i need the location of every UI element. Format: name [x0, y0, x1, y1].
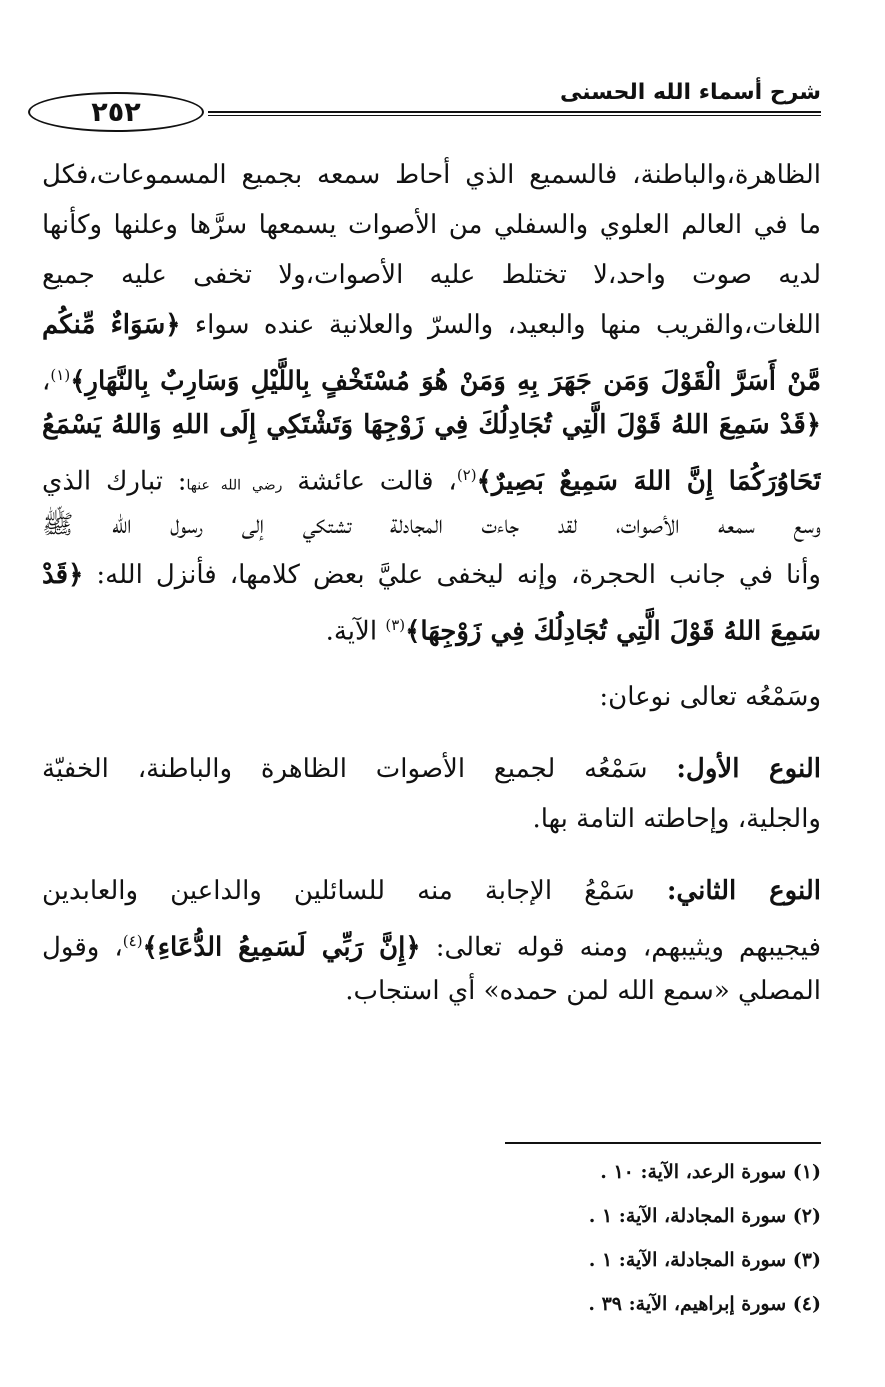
paragraph-line	[42, 350, 821, 400]
paragraph-line	[42, 400, 821, 450]
text-segment: ، وقول	[42, 932, 123, 963]
page-header	[28, 80, 821, 140]
paragraph-line: لديه صوت واحد،لا تختلط عليه الأصوات،ولا تخفى عليه جميع	[42, 260, 821, 290]
paragraph-line	[42, 744, 821, 794]
footnote-rule	[505, 1142, 821, 1144]
section-label: النوع الأول:	[676, 754, 821, 784]
text-segment: سَمْعُ الإجابة منه للسائلين والداعين والعابدين	[42, 876, 667, 906]
paragraph-line	[42, 866, 821, 916]
footnotes	[42, 1150, 821, 1326]
text-segment: : تبارك الذي	[42, 466, 187, 497]
text-segment: الآية.	[325, 616, 386, 647]
running-title: شرح أسماء الله الحسنى	[560, 80, 821, 105]
footnote-ref: (٤)	[122, 932, 143, 950]
quran-verse: ﴿إِنَّ رَبِّي لَسَمِيعُ الدُّعَاءِ﴾	[142, 932, 421, 963]
paragraph-line: ما في العالم العلوي والسفلي من الأصوات يسمعها سرَّها وعلنها وكأنها	[42, 210, 821, 240]
paragraph-line: المصلي «سمع الله لمن حمده» أي استجاب.	[345, 976, 821, 1006]
quran-verse: مَّنْ أَسَرَّ الْقَوْلَ وَمَن جَهَرَ بِهِ وَمَنْ هُوَ مُسْتَخْفٍ بِاللَّيْلِ وَسَارِبٌ بِالنَّهَارِ﴾	[70, 366, 821, 397]
section-label: النوع الثاني:	[666, 876, 821, 906]
quran-verse: سَمِعَ اللهُ قَوْلَ الَّتِي تُجَادِلُكَ فِي زَوْجِهَا﴾	[405, 616, 821, 647]
main-text	[42, 150, 821, 1016]
text-segment: ، قالت عائشة	[297, 466, 457, 497]
text-segment: سَمْعُه لجميع الأصوات الظاهرة والباطنة، الخفيّة	[42, 754, 677, 784]
quran-verse: ﴿قَدْ	[42, 560, 84, 590]
paragraph-line	[42, 600, 821, 650]
footnote: (١) سورة الرعد، الآية: ١٠ .	[600, 1161, 821, 1183]
footnote: (٣) سورة المجادلة، الآية: ١ .	[588, 1249, 821, 1271]
footnote-ref: (١)	[50, 366, 71, 384]
page-number: ٢٥٢	[28, 92, 204, 132]
quran-verse: ﴿سَوَاءٌ مِّنكُم	[42, 310, 181, 340]
quran-verse: تَحَاوُرَكُمَا إِنَّ اللهَ سَمِيعٌ بَصِيرٌ﴾	[476, 466, 821, 497]
paragraph-line	[42, 916, 821, 966]
paragraph-line: وسع سمعه الأصوات، لقد جاءت المجادلة تشتكي إلى رسول الله ﷺ	[42, 510, 821, 540]
paragraph-line: والجلية، وإحاطته التامة بها.	[532, 804, 821, 834]
footnote-ref: (٢)	[456, 466, 477, 484]
paragraph-line	[42, 550, 821, 600]
header-rule	[208, 111, 821, 116]
text-segment: اللغات،والقريب منها والبعيد، والسرّ والعلانية عنده سواء	[194, 310, 821, 340]
footnote: (٤) سورة إبراهيم، الآية: ٣٩ .	[588, 1293, 821, 1315]
text-segment: وأنا في جانب الحجرة، وإنه ليخفى عليَّ بعض كلامها، فأنزل الله:	[96, 560, 821, 590]
paragraph-line	[42, 300, 821, 350]
paragraph-line: وسَمْعُه تعالى نوعان:	[599, 682, 821, 712]
footnote-ref: (٣)	[385, 616, 406, 634]
footnote: (٢) سورة المجادلة، الآية: ١ .	[588, 1205, 821, 1227]
text-segment: ،	[42, 366, 51, 397]
text-segment: فيجيبهم ويثيبهم، ومنه قوله تعالى:	[435, 932, 821, 963]
quran-verse: ﴿قَدْ سَمِعَ اللهُ قَوْلَ الَّتِي تُجَادِلُكَ فِي زَوْجِهَا وَتَشْتَكِي إِلَى اللهِ وَاللهُ يَسْمَعُ	[42, 410, 821, 440]
paragraph-line: الظاهرة،والباطنة، فالسميع الذي أحاط سمعه بجميع المسموعات،فكل	[42, 160, 821, 190]
honorific: رضي الله عنها	[186, 477, 283, 494]
paragraph-line	[42, 450, 821, 500]
